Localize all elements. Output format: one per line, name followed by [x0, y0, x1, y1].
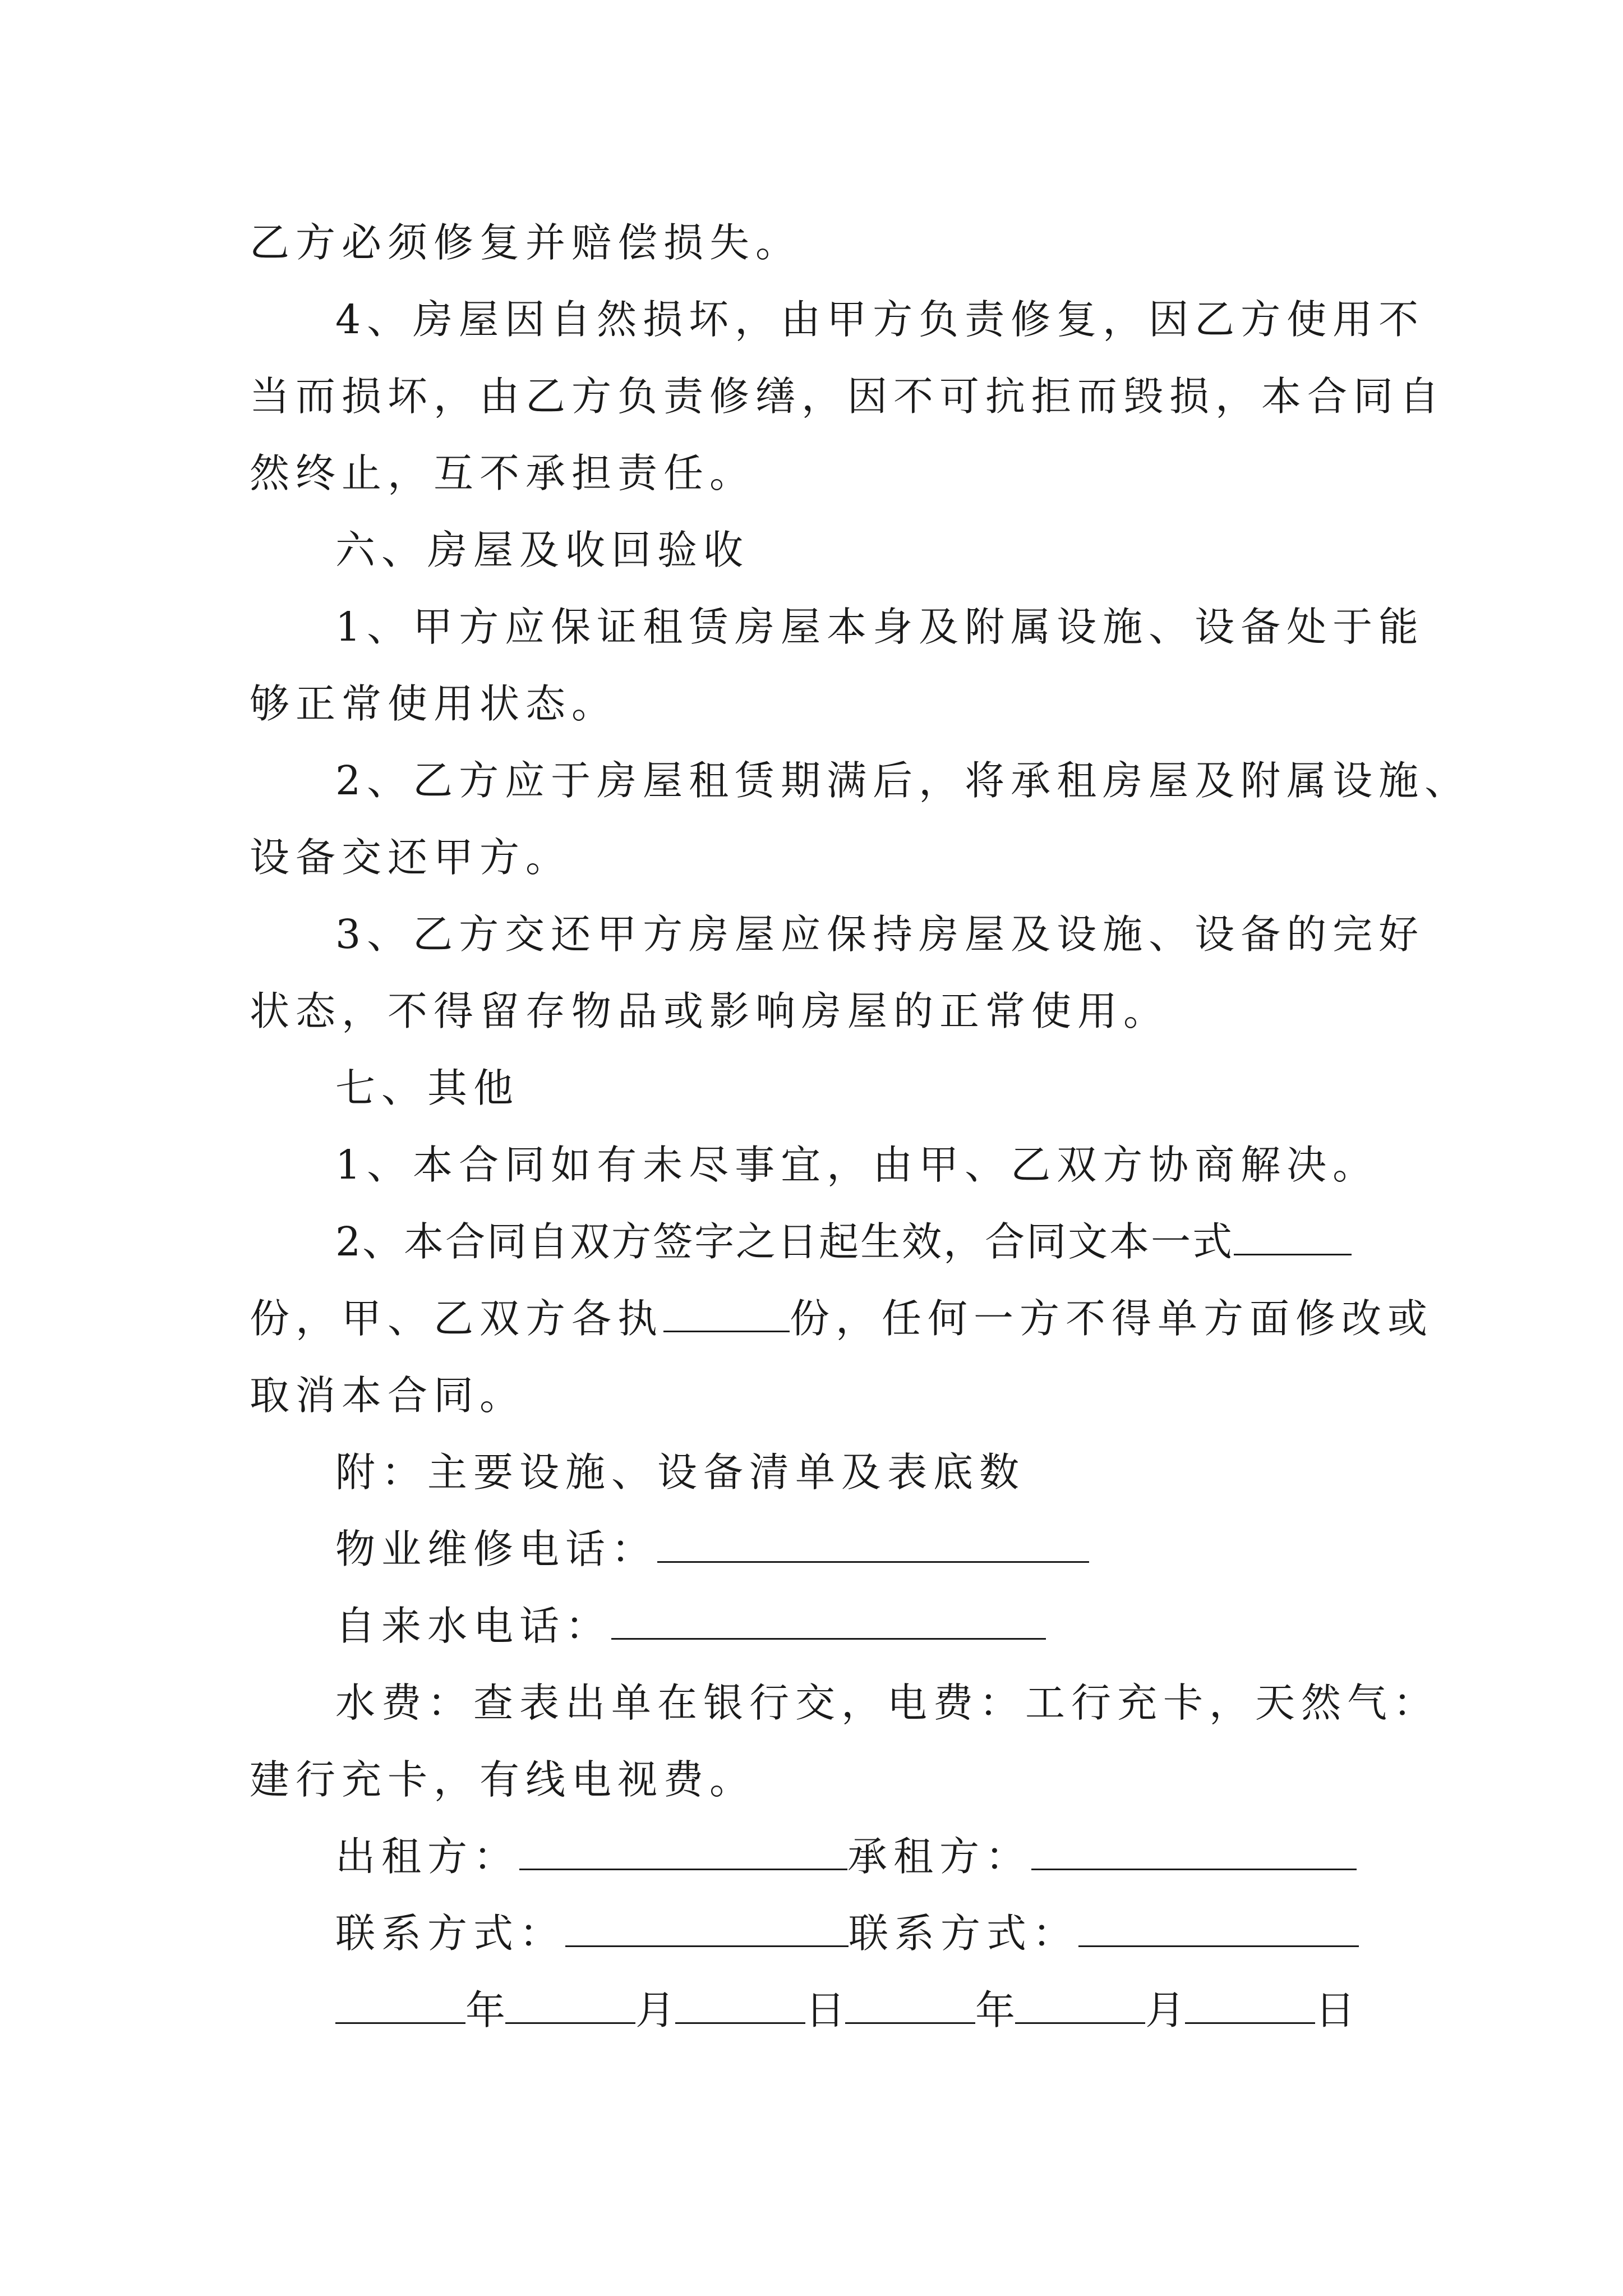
section-heading: 七、其他 [335, 1065, 520, 1111]
month-label: 月 [1145, 1987, 1186, 2033]
fees-line: 建行充卡，有线电视费。 [250, 1756, 756, 1803]
paragraph-line: 状态，不得留存物品或影响房屋的正常使用。 [250, 988, 1170, 1034]
party-signature-line [335, 1829, 1357, 1885]
copies-clause-text: 份，任何一方不得单方面修改或 [790, 1295, 1434, 1342]
paragraph-line: 1、甲方应保证租赁房屋本身及附属设施、设备处于能 [335, 604, 1425, 650]
lessor-contact-blank[interactable] [565, 1910, 849, 1947]
lessor-contact-label: 联系方式： [335, 1910, 566, 1957]
lessee-label: 承租方： [847, 1833, 1032, 1880]
month-label: 月 [635, 1987, 676, 2033]
water-phone-label: 自来水电话： [335, 1603, 612, 1649]
paragraph-line: 当而损坏，由乙方负责修缮，因不可抗拒而毁损，本合同自 [250, 373, 1446, 420]
lessor-label: 出租方： [335, 1833, 520, 1880]
copies-clause-text: 2、本合同自双方签字之日起生效，合同文本一式 [335, 1218, 1234, 1265]
lessor-blank[interactable] [519, 1833, 847, 1870]
lessee-blank[interactable] [1031, 1833, 1357, 1870]
copies-total-blank[interactable] [1234, 1218, 1352, 1255]
year-label: 年 [465, 1987, 506, 2033]
paragraph-line: 取消本合同。 [250, 1372, 526, 1419]
copies-clause-line [335, 1214, 1352, 1270]
lessor-month-blank[interactable] [505, 1986, 635, 2024]
lessee-contact-blank[interactable] [1078, 1910, 1359, 1947]
paragraph-line: 2、乙方应于房屋租赁期满后，将承租房屋及附属设施、 [335, 757, 1471, 804]
copies-each-blank[interactable] [663, 1295, 790, 1332]
section-heading: 六、房屋及收回验收 [335, 527, 750, 573]
appendix-title: 附：主要设施、设备清单及表底数 [335, 1449, 1026, 1496]
paragraph-line: 设备交还甲方。 [250, 834, 572, 881]
paragraph-line: 够正常使用状态。 [250, 680, 618, 727]
lessee-year-blank[interactable] [845, 1986, 975, 2024]
paragraph-line: 然终止，互不承担责任。 [250, 450, 756, 496]
year-label: 年 [975, 1987, 1016, 2033]
lessee-day-blank[interactable] [1185, 1986, 1315, 2024]
water-phone-line [335, 1598, 1046, 1654]
lessor-year-blank[interactable] [335, 1986, 465, 2024]
property-phone-line [335, 1521, 1089, 1577]
contact-line [335, 1906, 1359, 1962]
water-phone-blank[interactable] [611, 1602, 1046, 1640]
paragraph-line: 4、房屋因自然损坏，由甲方负责修复，因乙方使用不 [335, 296, 1425, 343]
copies-clause-line [250, 1291, 1433, 1347]
paragraph-line: 3、乙方交还甲方房屋应保持房屋及设施、设备的完好 [335, 911, 1425, 958]
date-line [335, 1982, 1355, 2039]
day-label: 日 [805, 1987, 846, 2033]
paragraph-line: 1、本合同如有未尽事宜，由甲、乙双方协商解决。 [335, 1142, 1379, 1188]
lessee-month-blank[interactable] [1015, 1986, 1145, 2024]
paragraph-line: 乙方必须修复并赔偿损失。 [250, 219, 802, 266]
fees-line: 水费：查表出单在银行交，电费：工行充卡，天然气： [335, 1680, 1440, 1726]
property-phone-label: 物业维修电话： [335, 1526, 658, 1572]
lessor-day-blank[interactable] [675, 1986, 805, 2024]
day-label: 日 [1315, 1987, 1355, 2033]
copies-clause-text: 份，甲、乙双方各执 [250, 1295, 664, 1342]
lessee-contact-label: 联系方式： [849, 1910, 1079, 1957]
property-phone-blank[interactable] [657, 1525, 1089, 1563]
